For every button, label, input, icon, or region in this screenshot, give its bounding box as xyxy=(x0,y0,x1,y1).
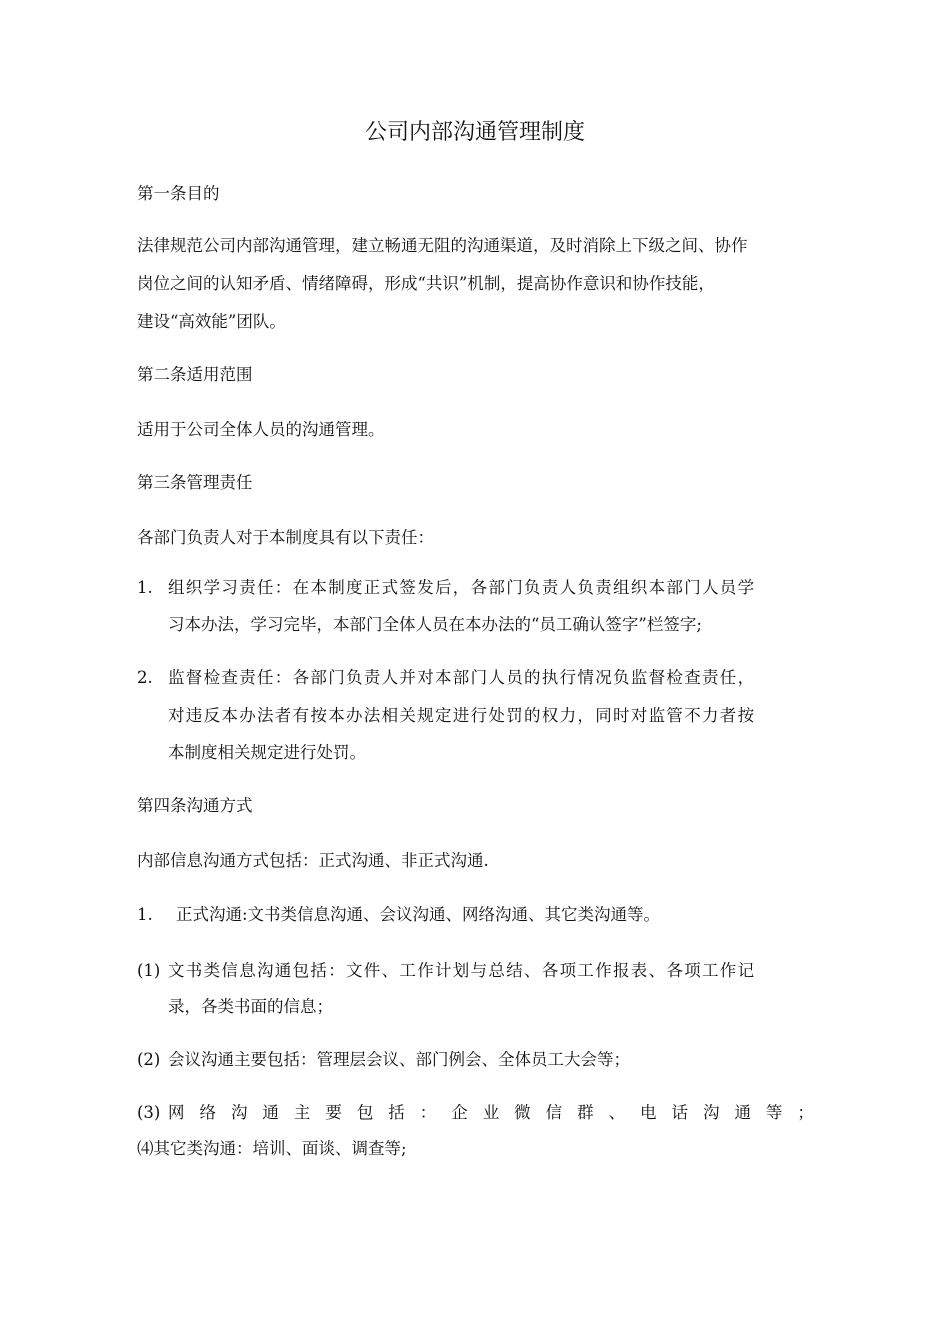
article-1-line-3: 建设“高效能”团队。 xyxy=(137,312,286,331)
sub-3-char: 电 xyxy=(640,1103,657,1122)
sub-3-char: 沟 xyxy=(702,1103,720,1122)
sub-3-char: 沟 xyxy=(230,1103,248,1122)
sub-3-char: 络 xyxy=(199,1103,216,1122)
article-2-heading: 第二条适用范围 xyxy=(137,365,253,384)
article-4-intro: 内部信息沟通方式包括：正式沟通、非正式沟通. xyxy=(137,851,489,870)
sub-3-char: 、 xyxy=(608,1103,626,1122)
sub-3-char: 主 xyxy=(293,1103,311,1122)
article-4-item-1-text: 正式沟通:文书类信息沟通、会议沟通、网络沟通、其它类沟通等。 xyxy=(176,905,661,924)
sub-3-char: 要 xyxy=(325,1103,342,1122)
sub-3-char: 微 xyxy=(514,1103,531,1122)
article-4-sub-4-text: ⑷其它类沟通：培训、面谈、调查等; xyxy=(137,1139,407,1158)
sub-3-char: 通 xyxy=(262,1103,279,1122)
sub-3-char: 业 xyxy=(482,1103,500,1122)
article-3-item-2-line-1: 监督检查责任：各部门负责人并对本部门人员的执行情况负监督检查责任， xyxy=(168,668,756,687)
sub-3-char: 通 xyxy=(734,1103,751,1122)
sub-3-char: 等 xyxy=(765,1103,783,1122)
sub-3-char: 话 xyxy=(671,1103,688,1122)
sub-3-char: ： xyxy=(419,1103,437,1122)
article-1-line-2: 岗位之间的认知矛盾、情绪障碍，形成“共识”机制，提高协作意识和协作技能， xyxy=(137,274,715,293)
sub-3-char: 包 xyxy=(356,1103,374,1122)
article-4-sub-3-number: (3) xyxy=(137,1103,161,1122)
article-3-item-2-line-3: 本制度相关规定进行处罚。 xyxy=(168,743,366,762)
article-3-item-1-line-2: 习本办法，学习完毕，本部门全体人员在本办法的“员工确认签字”栏签字; xyxy=(168,615,702,634)
article-3-item-2-line-2: 对违反本办法者有按本办法相关规定进行处罚的权力，同时对监管不力者按 xyxy=(168,706,756,725)
article-1-line-1: 法律规范公司内部沟通管理，建立畅通无阻的沟通渠道，及时消除上下级之间、协作 xyxy=(137,236,748,255)
article-4-sub-2-text: 会议沟通主要包括：管理层会议、部门例会、全体员工大会等； xyxy=(168,1050,630,1069)
article-4-sub-1-line-2: 录，各类书面的信息； xyxy=(168,997,333,1016)
article-4-item-1-number: 1. xyxy=(137,905,153,924)
sub-3-char: 信 xyxy=(545,1103,563,1122)
article-4-sub-3-text xyxy=(168,1102,814,1124)
sub-3-char: 群 xyxy=(577,1103,594,1122)
article-3-item-1-line-1: 组织学习责任：在本制度正式签发后，各部门负责人负责组织本部门人员学 xyxy=(168,578,756,597)
article-4-sub-1-number: (1) xyxy=(137,961,161,980)
document-title: 公司内部沟通管理制度 xyxy=(364,120,585,145)
sub-3-char: ； xyxy=(797,1103,814,1122)
sub-3-char: 企 xyxy=(451,1103,468,1122)
article-3-item-1-number: 1. xyxy=(137,578,153,597)
article-3-intro: 各部门负责人对于本制度具有以下责任： xyxy=(137,528,434,547)
article-3-heading: 第三条管理责任 xyxy=(137,473,253,492)
sub-3-char: 括 xyxy=(388,1103,405,1122)
article-4-sub-2-number: (2) xyxy=(137,1050,161,1069)
article-4-heading: 第四条沟通方式 xyxy=(137,796,253,815)
article-2-paragraph: 适用于公司全体人员的沟通管理。 xyxy=(137,420,385,439)
article-3-item-2-number: 2. xyxy=(137,668,153,687)
article-1-heading: 第一条目的 xyxy=(137,184,220,203)
article-4-sub-1-line-1: 文书类信息沟通包括：文件、工作计划与总结、各项工作报表、各项工作记 xyxy=(168,961,756,980)
sub-3-char: 网 xyxy=(168,1103,185,1122)
